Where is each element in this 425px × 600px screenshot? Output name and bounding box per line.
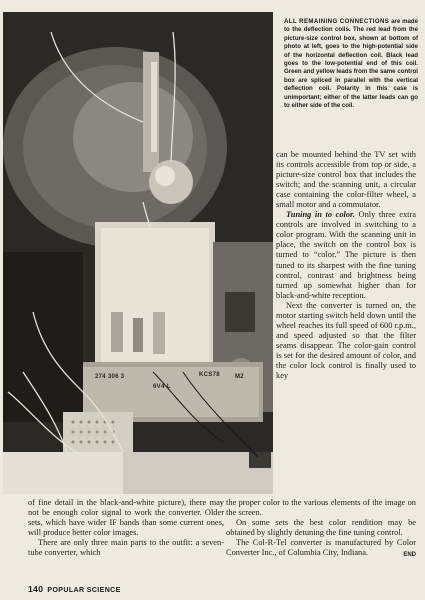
magazine-name: POPULAR SCIENCE <box>47 587 121 594</box>
bottom-left-para-1: of fine detail in the black-and-white picture), there may not be enough color signal to work the converter. Older sets, which have wider IF bands than some current ones, will produce better color images. <box>28 498 224 538</box>
bottom-right-para-3 <box>226 538 416 558</box>
bottom-left-column <box>28 498 224 558</box>
end-mark: END <box>403 552 416 559</box>
bottom-right-para-1: the proper color to the various elements of the image on the screen. <box>226 498 416 518</box>
tube-label-4: M2 <box>235 374 244 380</box>
tube-label-1: 274 306 3 <box>95 374 125 380</box>
caption-heading: ALL REMAINING CONNECTIONS <box>284 18 390 25</box>
bottom-left-para-2: There are only three main parts to the outfit: a seven-tube converter, which <box>28 538 224 558</box>
tube-label-3: KCS78 <box>199 372 220 378</box>
right-para-3: Next the converter is turned on, the motor starting switch held down until the wheel reaches its full speed of 600 r.p.m., and speed adjusted so that the filter seams disappear. The color-gain control is set for the desired amount of color, and the color lock control is finally used to key <box>276 300 416 381</box>
bottom-right-para-2: On some sets the best color rendition may be obtained by slightly detuning the fine tuning control. <box>226 518 416 538</box>
tv-chassis-photo <box>3 12 273 494</box>
right-para-2-text: Only three extra controls are involved in switching to a color program. With the scanning unit in place, the switch on the control box is turned to “color.” The picture is then tuned to its sharpest with the fine tuning control, contrast and brightness being turned up somewhat higher than for black-and-white reception. <box>276 210 416 300</box>
right-column <box>276 150 416 381</box>
right-para-2 <box>276 210 416 300</box>
page-number: 140 <box>28 584 44 594</box>
section-subhead: Tuning in to color. <box>286 210 355 220</box>
caption-text: are made to the deflection coils. The red lead from the picture-size control box, shown at bottom of photo at left, goes to the high-potential side of the horizontal deflection coil. Black lead goes to the low-potential end of this coil. Green and yellow leads from the same control box are spliced in parallel with the vertical deflection coil. Polarity in this case is unimportant; either of the latter leads can go to either side of the coil. <box>284 18 418 110</box>
photo-caption <box>284 18 418 110</box>
right-para-1: can be mounted behind the TV set with its controls accessible from top or side, a picture-size control box that includes the switch; and the scanning unit, a circular case containing the color-filter wheel, a small motor and a commutator. <box>276 150 416 210</box>
tube-label-2: 6V4-L <box>153 384 171 390</box>
photo-illustration <box>3 12 273 494</box>
page-footer <box>28 584 121 594</box>
bottom-right-column <box>226 498 416 560</box>
bottom-right-para-3-text: The Col-R-Tel converter is manufactured by Color Converter Inc., of Columbia City, Indiana. <box>226 538 416 558</box>
